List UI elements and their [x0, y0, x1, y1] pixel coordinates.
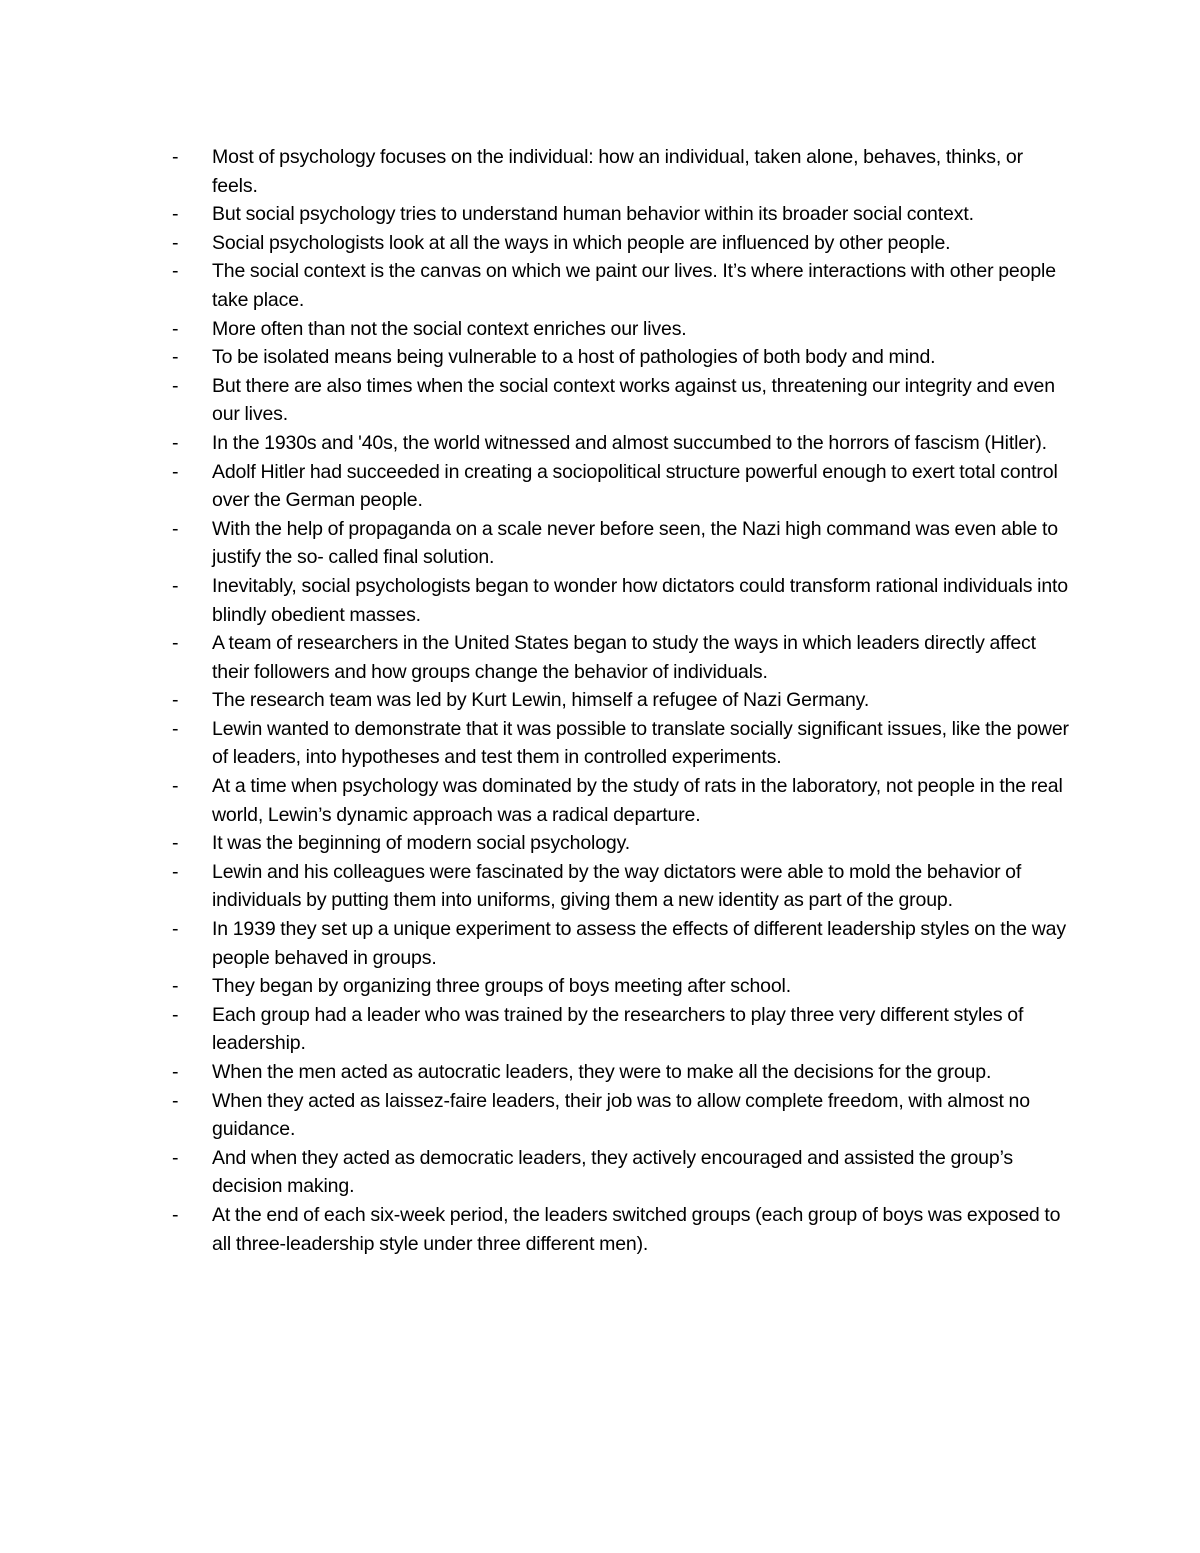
- bullet-marker: -: [172, 832, 179, 855]
- list-item: [170, 429, 1070, 458]
- bullet-text: In 1939 they set up a unique experiment to assess the effects of different leadership styles on the way people behaved in groups.: [212, 918, 1066, 969]
- list-item: [170, 372, 1070, 429]
- list-item: [170, 229, 1070, 258]
- list-item: [170, 972, 1070, 1001]
- bullet-marker: -: [172, 918, 179, 941]
- bullet-marker: -: [172, 431, 179, 454]
- bullet-text: They began by organizing three groups of boys meeting after school.: [212, 975, 791, 998]
- bullet-marker: -: [172, 231, 179, 254]
- list-item: [170, 715, 1070, 772]
- bullet-text: Each group had a leader who was trained by the researchers to play three very different styles of leadership.: [212, 1003, 1024, 1055]
- bullet-text: Lewin and his colleagues were fascinated by the way dictators were able to mold the behavior of individuals by putting them into uniforms, giving them a new identity as part of the group.: [212, 860, 1022, 912]
- bullet-marker: -: [172, 317, 179, 340]
- list-item: [170, 257, 1070, 314]
- bullet-marker: -: [172, 775, 179, 798]
- bullet-list: [170, 143, 1070, 1258]
- bullet-marker: -: [172, 717, 179, 740]
- bullet-marker: -: [172, 574, 179, 597]
- bullet-text: The social context is the canvas on which we paint our lives. It’s where interactions with other people take place.: [212, 260, 1056, 311]
- bullet-text: Inevitably, social psychologists began to wonder how dictators could transform rational individuals into blindly obedient masses.: [212, 574, 1069, 626]
- bullet-text: Lewin wanted to demonstrate that it was possible to translate socially significant issues, like the power of leaders, into hypotheses and test them in controlled experiments.: [212, 717, 1069, 769]
- bullet-text: At a time when psychology was dominated by the study of rats in the laboratory, not people in the real world, Lewin’s dynamic approach was a radical departure.: [212, 775, 1063, 826]
- list-item: [170, 858, 1070, 915]
- bullet-text: But social psychology tries to understand human behavior within its broader social context.: [212, 203, 974, 226]
- bullet-text: But there are also times when the social context works against us, threatening our integrity and even our lives.: [212, 374, 1055, 426]
- list-item: [170, 1087, 1070, 1144]
- list-item: [170, 315, 1070, 344]
- bullet-marker: -: [172, 975, 179, 998]
- bullet-text: Social psychologists look at all the ways in which people are influenced by other people.: [212, 231, 951, 254]
- list-item: [170, 629, 1070, 686]
- list-item: [170, 143, 1070, 200]
- list-item: [170, 1058, 1070, 1087]
- bullet-marker: -: [172, 1061, 179, 1083]
- bullet-marker: -: [172, 1146, 179, 1169]
- bullet-text: To be isolated means being vulnerable to a host of pathologies of both body and mind.: [212, 346, 936, 369]
- list-item: [170, 200, 1070, 229]
- bullet-text: At the end of each six-week period, the leaders switched groups (each group of boys was exposed to all three-leadership style under three different men).: [212, 1203, 1061, 1255]
- list-item: [170, 343, 1070, 372]
- bullet-marker: -: [172, 146, 179, 168]
- bullet-text: When the men acted as autocratic leaders, they were to make all the decisions for the group.: [212, 1061, 992, 1083]
- list-item: [170, 572, 1070, 629]
- list-item: [170, 1001, 1070, 1058]
- bullet-text: It was the beginning of modern social psychology.: [212, 832, 631, 855]
- bullet-text: A team of researchers in the United States began to study the ways in which leaders directly affect their followers and how groups change the behavior of individuals.: [212, 632, 1036, 683]
- bullet-marker: -: [172, 632, 179, 655]
- bullet-text: Adolf Hitler had succeeded in creating a sociopolitical structure powerful enough to exert total control over the German people.: [212, 460, 1058, 512]
- bullet-text: When they acted as laissez-faire leaders, their job was to allow complete freedom, with almost no guidance.: [212, 1089, 1030, 1141]
- bullet-text: Most of psychology focuses on the individual: how an individual, taken alone, behaves, thinks, or feels.: [212, 146, 1023, 197]
- bullet-marker: -: [172, 689, 179, 712]
- bullet-marker: -: [172, 1203, 179, 1226]
- bullet-marker: -: [172, 203, 179, 226]
- bullet-text: The research team was led by Kurt Lewin, himself a refugee of Nazi Germany.: [212, 689, 870, 712]
- list-item: [170, 458, 1070, 515]
- list-item: [170, 1201, 1070, 1258]
- list-item: [170, 686, 1070, 715]
- bullet-marker: -: [172, 860, 179, 883]
- list-item: [170, 515, 1070, 572]
- list-item: [170, 915, 1070, 972]
- bullet-text: In the 1930s and '40s, the world witnessed and almost succumbed to the horrors of fascism (Hitler).: [212, 431, 1047, 454]
- bullet-text: With the help of propaganda on a scale never before seen, the Nazi high command was even able to justify the so- called final solution.: [212, 517, 1058, 569]
- list-item: [170, 772, 1070, 829]
- list-item: [170, 1144, 1070, 1201]
- bullet-marker: -: [172, 1089, 179, 1112]
- bullet-marker: -: [172, 1003, 179, 1026]
- bullet-marker: -: [172, 460, 179, 483]
- bullet-marker: -: [172, 260, 179, 283]
- bullet-marker: -: [172, 346, 179, 369]
- bullet-text: And when they acted as democratic leaders, they actively encouraged and assisted the group’s decision making.: [212, 1146, 1014, 1198]
- bullet-text: More often than not the social context enriches our lives.: [212, 317, 687, 340]
- bullet-marker: -: [172, 374, 179, 397]
- list-item: [170, 829, 1070, 858]
- bullet-marker: -: [172, 517, 179, 540]
